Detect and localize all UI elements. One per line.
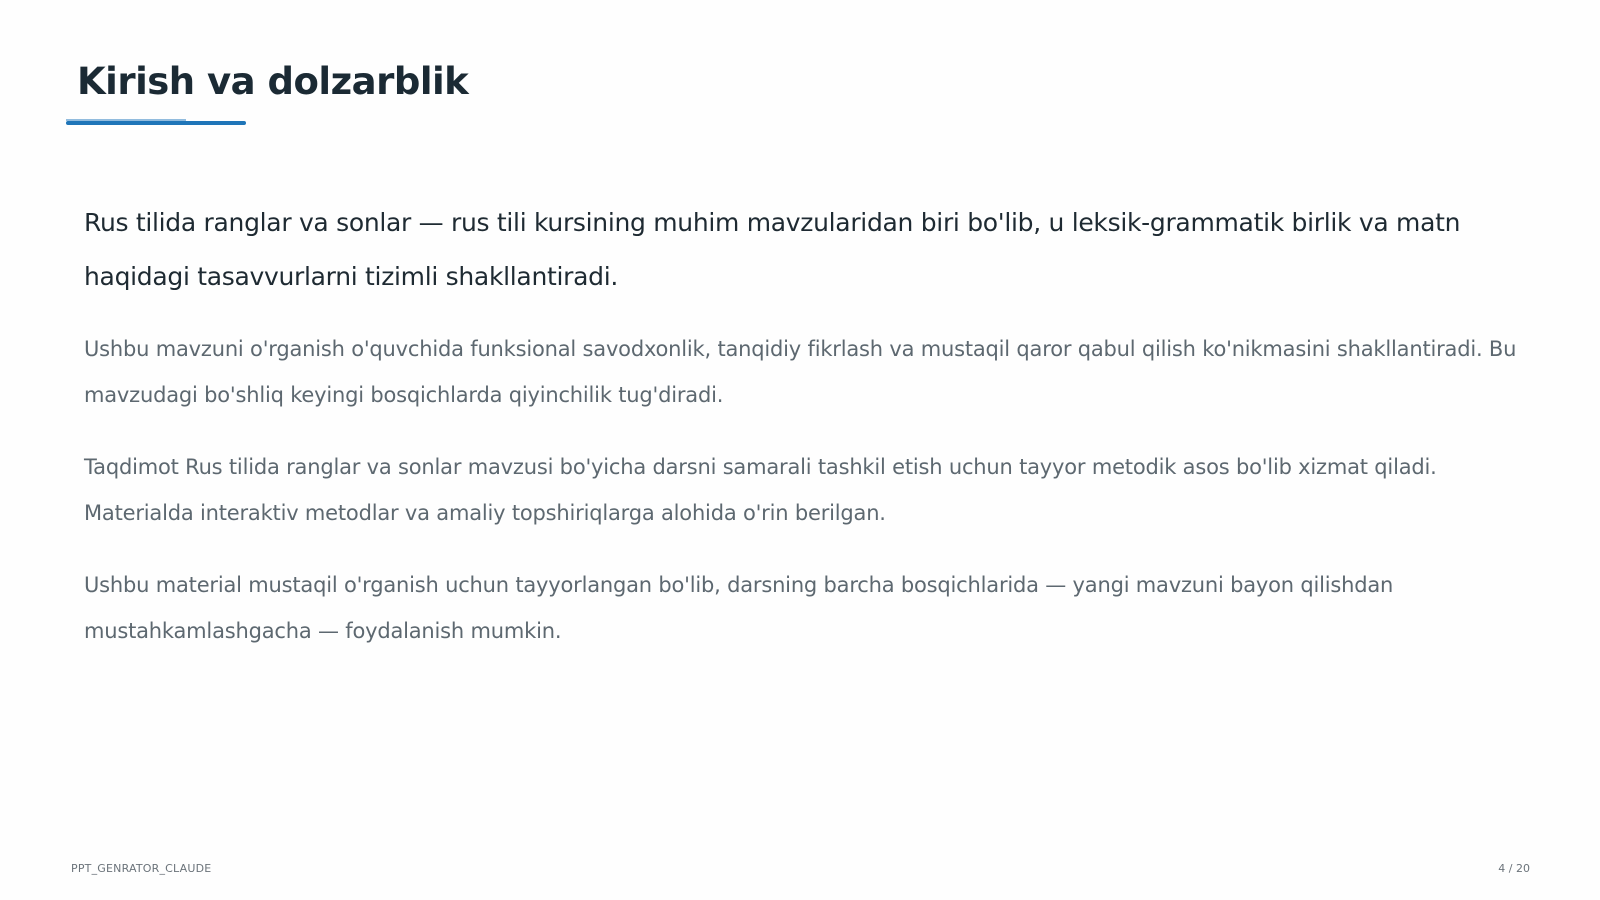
page-number: 4 / 20 bbox=[1498, 862, 1530, 875]
lead-paragraph: Rus tilida ranglar va sonlar — rus tili kursining muhim mavzularidan biri bo'lib, u leksik-grammatik birlik va matn haqidagi tasavvurlarni tizimli shakllantiradi. bbox=[84, 208, 1461, 291]
slide-content bbox=[84, 196, 1524, 680]
slide-title: Kirish va dolzarblik bbox=[77, 60, 469, 103]
body-paragraph-3: Ushbu material mustaqil o'rganish uchun tayyorlangan bo'lib, darsning barcha bosqichlarida — yangi mavzuni bayon qilishdan mustahkamlashgacha — foydalanish mumkin. bbox=[84, 573, 1394, 643]
title-underline bbox=[66, 121, 246, 125]
footer-source: PPT_GENRATOR_CLAUDE bbox=[71, 862, 212, 875]
body-paragraph-2: Taqdimot Rus tilida ranglar va sonlar mavzusi bo'yicha darsni samarali tashkil etish uchun tayyor metodik asos bo'lib xizmat qiladi. Materialda interaktiv metodlar va amaliy topshiriqlarga alohida o'rin berilgan. bbox=[84, 455, 1437, 525]
body-paragraph-1: Ushbu mavzuni o'rganish o'quvchida funksional savodxonlik, tanqidiy fikrlash va mustaqil qaror qabul qilish ko'nikmasini shakllantiradi. Bu mavzudagi bo'shliq keyingi bosqichlarda qiyinchilik tug'diradi. bbox=[84, 337, 1517, 407]
